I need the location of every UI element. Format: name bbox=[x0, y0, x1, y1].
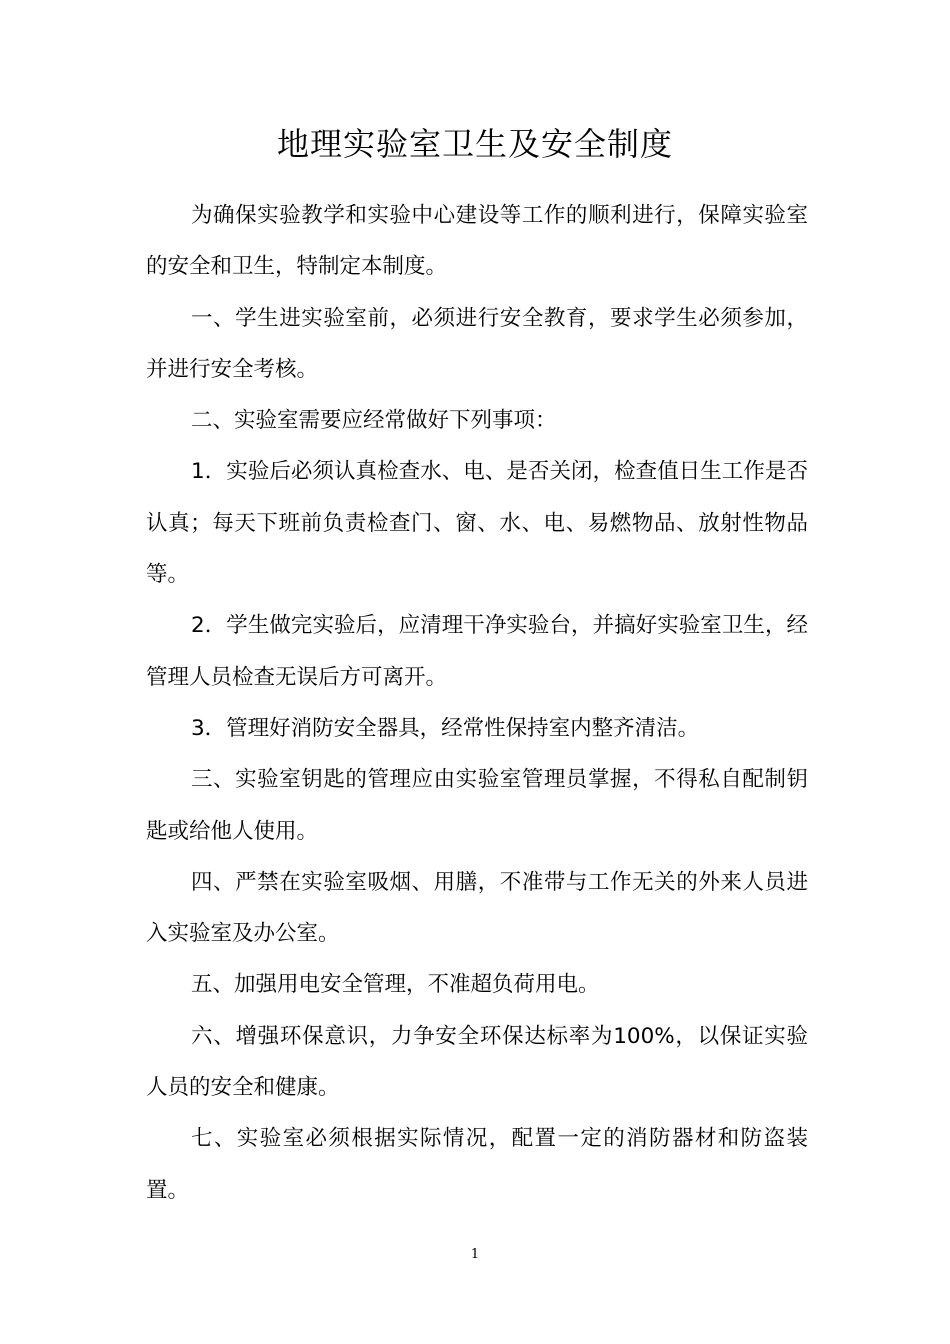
paragraph-rule-7: 七、实验室必须根据实际情况，配置一定的消防器材和防盗装置。 bbox=[146, 1126, 808, 1203]
document-body bbox=[146, 190, 808, 1216]
paragraph-rule-1: 一、学生进实验室前，必须进行安全教育，要求学生必须参加，并进行安全考核。 bbox=[146, 305, 808, 382]
paragraph-rule-6: 六、增强环保意识，力争安全环保达标率为100%，以保证实验人员的安全和健康。 bbox=[146, 1023, 808, 1101]
paragraph-rule-2: 二、实验室需要应经常做好下列事项： bbox=[191, 408, 557, 434]
paragraph-rule-2-item-1: 1．实验后必须认真检查水、电、是否关闭，检查值日生工作是否认真；每天下班前负责检查门、窗、水、电、易燃物品、放射性物品等。 bbox=[146, 459, 808, 588]
paragraph-rule-3: 三、实验室钥匙的管理应由实验室管理员掌握，不得私自配制钥匙或给他人使用。 bbox=[146, 767, 808, 844]
paragraph-rule-5: 五、加强用电安全管理，不准超负荷用电。 bbox=[191, 972, 600, 998]
paragraph-rule-2-item-3: 3．管理好消防安全器具，经常性保持室内整齐清洁。 bbox=[191, 715, 700, 741]
paragraph-intro: 为确保实验教学和实验中心建设等工作的顺利进行，保障实验室的安全和卫生，特制定本制度。 bbox=[146, 203, 808, 280]
paragraph-rule-4: 四、严禁在实验室吸烟、用膳，不准带与工作无关的外来人员进入实验室及办公室。 bbox=[146, 869, 808, 947]
page-title: 地理实验室卫生及安全制度 bbox=[276, 125, 673, 163]
page-number: 1 bbox=[470, 1247, 480, 1262]
paragraph-rule-2-item-2: 2．学生做完实验后，应清理干净实验台，并搞好实验室卫生，经管理人员检查无误后方可离开。 bbox=[146, 613, 808, 690]
